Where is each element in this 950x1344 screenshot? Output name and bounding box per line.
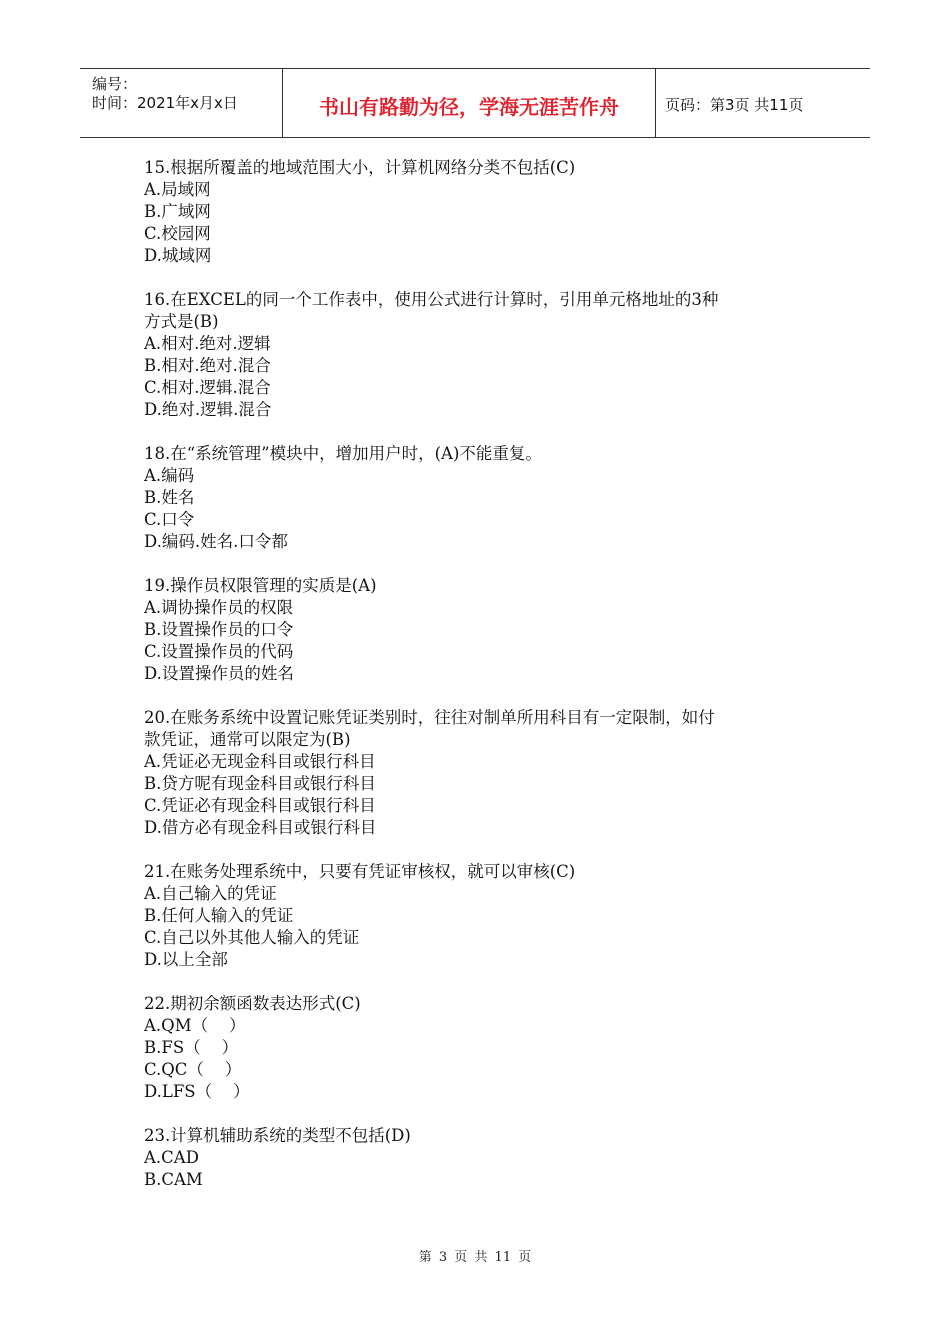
- question-text: 22.期初余额函数表达形式(C): [144, 994, 361, 1013]
- answer-option: A.CAD: [144, 1148, 199, 1167]
- answer-option: B.贷方呢有现金科目或银行科目: [144, 774, 376, 793]
- answer-option: B.设置操作员的口令: [144, 620, 294, 639]
- question-text: 20.在账务系统中设置记账凭证类别时，往往对制单所用科目有一定限制，如付: [144, 708, 715, 727]
- answer-option: C.口令: [144, 510, 195, 529]
- question-block: [144, 1125, 824, 1191]
- question-block: [144, 993, 824, 1103]
- answer-option: A.QM（ ）: [144, 1016, 246, 1035]
- answer-option: D.设置操作员的姓名: [144, 664, 294, 683]
- question-list: [144, 157, 824, 1213]
- header-right-cell: [655, 69, 870, 137]
- answer-option: D.编码.姓名.口令都: [144, 532, 288, 551]
- answer-option: C.相对.逻辑.混合: [144, 378, 271, 397]
- page-footer: 第 3 页 共 11 页: [418, 1250, 532, 1265]
- question-block: [144, 861, 824, 971]
- answer-option: B.相对.绝对.混合: [144, 356, 271, 375]
- question-text: 15.根据所覆盖的地域范围大小，计算机网络分类不包括(C): [144, 158, 576, 177]
- question-block: [144, 707, 824, 839]
- question-block: [144, 443, 824, 553]
- answer-option: D.借方必有现金科目或银行科目: [144, 818, 377, 837]
- answer-option: A.自己输入的凭证: [144, 884, 277, 903]
- question-text: 19.操作员权限管理的实质是(A): [144, 576, 377, 595]
- header-left-cell: [80, 69, 282, 137]
- answer-option: B.FS（ ）: [144, 1038, 239, 1057]
- question-block: [144, 289, 824, 421]
- date-label: 时间：2021年x月x日: [92, 94, 238, 112]
- answer-option: D.LFS（ ）: [144, 1082, 250, 1101]
- answer-option: B.广域网: [144, 202, 211, 221]
- question-text: 23.计算机辅助系统的类型不包括(D): [144, 1126, 411, 1145]
- header-motto: 书山有路勤为径，学海无涯苦作舟: [319, 95, 619, 119]
- answer-option: A.相对.绝对.逻辑: [144, 334, 271, 353]
- answer-option: D.城域网: [144, 246, 212, 265]
- answer-option: B.CAM: [144, 1170, 203, 1189]
- question-text: 16.在EXCEL的同一个工作表中，使用公式进行计算时，引用单元格地址的3种: [144, 290, 719, 309]
- page-header: [80, 68, 870, 138]
- number-label: 编号：: [92, 75, 138, 93]
- answer-option: A.局域网: [144, 180, 211, 199]
- answer-option: C.自己以外其他人输入的凭证: [144, 928, 360, 947]
- header-page-info: 页码：第3页 共11页: [665, 96, 804, 114]
- question-block: [144, 157, 824, 267]
- question-block: [144, 575, 824, 685]
- question-text: 18.在“系统管理”模块中，增加用户时，(A)不能重复。: [144, 444, 542, 463]
- answer-option: B.任何人输入的凭证: [144, 906, 294, 925]
- answer-option: A.编码: [144, 466, 195, 485]
- answer-option: B.姓名: [144, 488, 195, 507]
- question-text: 方式是(B): [144, 312, 219, 331]
- answer-option: C.QC（ ）: [144, 1060, 242, 1079]
- question-text: 款凭证，通常可以限定为(B): [144, 730, 351, 749]
- answer-option: C.设置操作员的代码: [144, 642, 294, 661]
- header-motto-cell: [282, 69, 656, 137]
- answer-option: C.凭证必有现金科目或银行科目: [144, 796, 376, 815]
- question-text: 21.在账务处理系统中，只要有凭证审核权，就可以审核(C): [144, 862, 576, 881]
- answer-option: A.调协操作员的权限: [144, 598, 294, 617]
- answer-option: D.以上全部: [144, 950, 228, 969]
- answer-option: D.绝对.逻辑.混合: [144, 400, 272, 419]
- answer-option: C.校园网: [144, 224, 211, 243]
- answer-option: A.凭证必无现金科目或银行科目: [144, 752, 376, 771]
